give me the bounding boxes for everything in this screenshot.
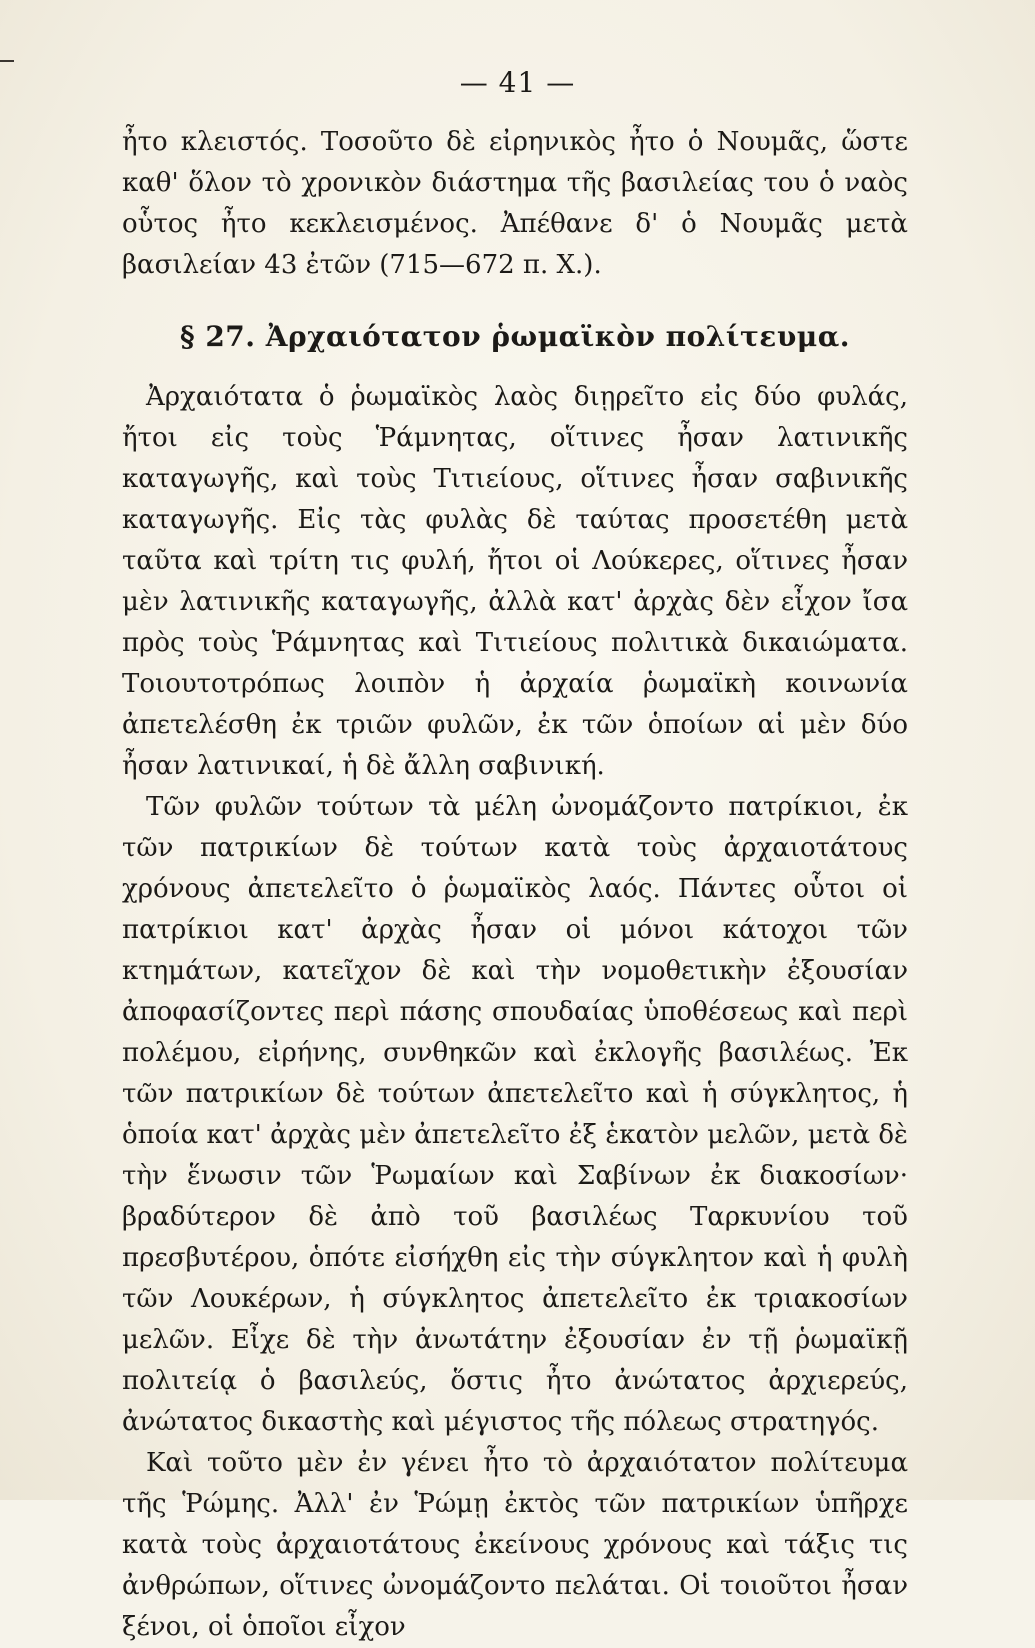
section-title: Ἀρχαιότατον ῥωμαϊκὸν πολίτευμα. xyxy=(265,320,851,353)
paragraph-tribes: Ἀρχαιότατα ὁ ῥωμαϊκὸς λαὸς διῃρεῖτο εἰς δύο φυλάς, ἤτοι εἰς τοὺς Ῥάμνητας, οἵτινες ἦσαν λατινικῆς καταγωγῆς, καὶ τοὺς Τιτιείους, οἵτινες ἦσαν σαβινικῆς καταγωγῆς. Εἰς τὰς φυλὰς δὲ ταύτας προσετέθη μετὰ ταῦτα καὶ τρίτη τις φυλή, ἤτοι οἱ Λούκερες, οἵτινες ἦσαν μὲν λατινικῆς καταγωγῆς, ἀλλὰ κατ' ἀρχὰς δὲν εἶχον ἴσα πρὸς τοὺς Ῥάμνητας καὶ Τιτιείους πολιτικὰ δικαιώματα. Τοιουτοτρόπως λοιπὸν ἡ ἀρχαία ῥωμαϊκὴ κοινωνία ἀπετελέσθη ἐκ τριῶν φυλῶν, ἐκ τῶν ὁποίων αἱ μὲν δύο ἦσαν λατινικαί, ἡ δὲ ἄλλη σαβινική. xyxy=(122,382,908,781)
paragraph-continuation: ἦτο κλειστός. Τοσοῦτο δὲ εἰρηνικὸς ἦτο ὁ Νουμᾶς, ὥστε καθ' ὅλον τὸ χρονικὸν διάστημα τῆς βασιλείας του ὁ ναὸς οὗτος ἦτο κεκλεισμένος. Ἀπέθανε δ' ὁ Νουμᾶς μετὰ βασιλείαν 43 ἐτῶν (715—672 π. Χ.). xyxy=(122,127,908,280)
paragraph-clients: Καὶ τοῦτο μὲν ἐν γένει ἦτο τὸ ἀρχαιότατον πολίτευμα τῆς Ῥώμης. Ἀλλ' ἐν Ῥώμῃ ἐκτὸς τῶν πατρικίων ὑπῆρχε κατὰ τοὺς ἀρχαιοτάτους ἐκείνους χρόνους καὶ τάξις τις ἀνθρώπων, οἵτινες ὠνομάζοντο πελάται. Οἱ τοιοῦτοι ἦσαν ξένοι, οἱ ὁποῖοι εἶχον xyxy=(122,1448,908,1642)
paragraph-patricians: Τῶν φυλῶν τούτων τὰ μέλη ὠνομάζοντο πατρίκιοι, ἐκ τῶν πατρικίων δὲ τούτων κατὰ τοὺς ἀρχαιοτάτους χρόνους ἀπετελεῖτο ὁ ῥωμαϊκὸς λαός. Πάντες οὗτοι οἱ πατρίκιοι κατ' ἀρχὰς ἦσαν οἱ μόνοι κάτοχοι τῶν κτημάτων, κατεῖχον δὲ καὶ τὴν νομοθετικὴν ἐξουσίαν ἀποφασίζοντες περὶ πάσης σπουδαίας ὑποθέσεως καὶ περὶ πολέμου, εἰρήνης, συνθηκῶν καὶ ἐκλογῆς βασιλέως. Ἐκ τῶν πατρικίων δὲ τούτων ἀπετελεῖτο καὶ ἡ σύγκλητος, ἡ ὁποία κατ' ἀρχὰς μὲν ἀπετελεῖτο ἐξ ἑκατὸν μελῶν, μετὰ δὲ τὴν ἕνωσιν τῶν Ῥωμαίων καὶ Σαβίνων ἐκ διακοσίων· βραδύτερον δὲ ἀπὸ τοῦ βασιλέως Ταρκυνίου τοῦ πρεσβυτέρου, ὁπότε εἰσήχθη εἰς τὴν σύγκλητον καὶ ἡ φυλὴ τῶν Λουκέρων, ἡ σύγκλητος ἀπετελεῖτο ἐκ τριακοσίων μελῶν. Εἶχε δὲ τὴν ἀνωτάτην ἐξουσίαν ἐν τῇ ῥωμαϊκῇ πολιτείᾳ ὁ βασιλεύς, ὅστις ἦτο ἀνώτατος ἀρχιερεύς, ἀνώτατος δικαστὴς καὶ μέγιστος τῆς πόλεως στρατηγός. xyxy=(122,792,908,1437)
section-number: § 27. xyxy=(179,320,256,353)
page-body xyxy=(122,122,908,1648)
section-heading xyxy=(122,316,908,357)
page-number: — 41 — xyxy=(459,66,576,99)
